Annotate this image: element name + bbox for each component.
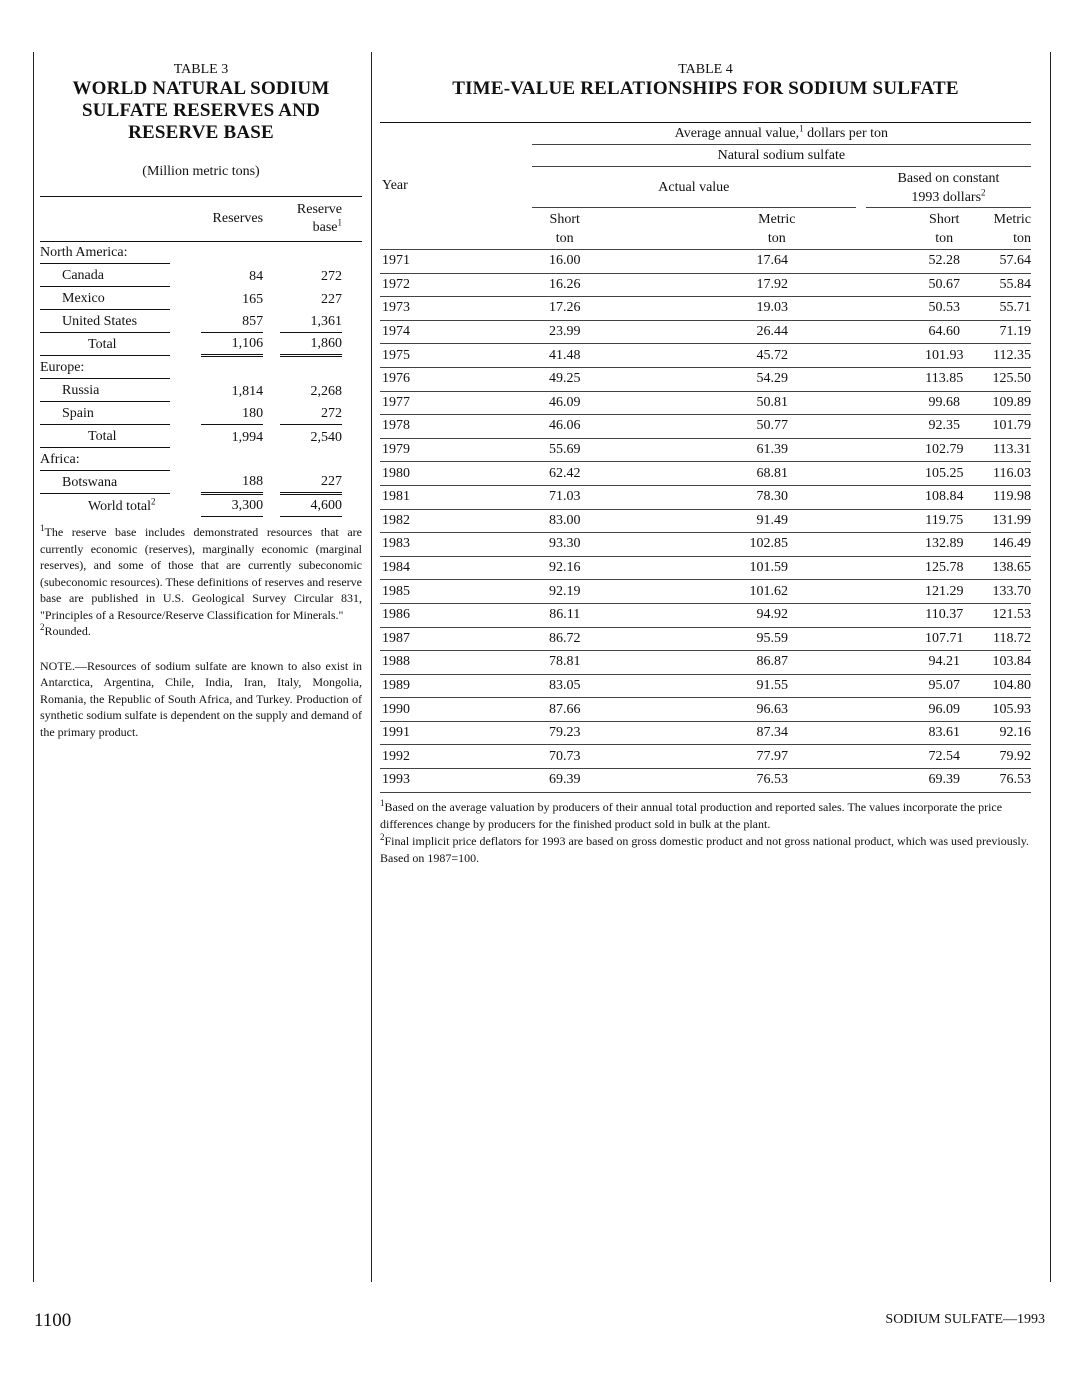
actual-metric-cell: 101.59 [598, 556, 866, 580]
table4-section [380, 62, 1031, 867]
constant-metric-cell: 104.80 [993, 674, 1032, 698]
actual-short-cell: 17.26 [532, 297, 598, 321]
actual-short-cell: 71.03 [532, 485, 598, 509]
year-cell: 1992 [380, 745, 532, 769]
actual-short-cell: 23.99 [532, 320, 598, 344]
table4-header-actual: Actual value [532, 167, 866, 209]
constant-metric-cell: 92.16 [993, 721, 1032, 745]
table3-region-row [40, 449, 362, 472]
table4-header-constant: Based on constant 1993 dollars$^2$ [866, 167, 1031, 209]
year-cell: 1990 [380, 698, 532, 722]
constant-metric-cell: 71.19 [993, 320, 1032, 344]
actual-metric-cell: 50.77 [598, 415, 866, 439]
constant-short-cell: 132.89 [866, 533, 993, 557]
actual-short-cell: 69.39 [532, 769, 598, 793]
constant-short-cell: 121.29 [866, 580, 993, 604]
table3-total-row: Total 1,994 2,540 [40, 426, 362, 449]
footnote: $^2$Final implicit price deflators for 1993 are based on gross domestic product and not gross national product, which was used previously. Based on 1987=100. [380, 831, 1029, 865]
table4 [380, 123, 1031, 793]
table3-row: Russia 1,814 2,268 [40, 380, 362, 403]
actual-short-cell: 55.69 [532, 438, 598, 462]
table4-row [380, 651, 1031, 675]
actual-short-cell: 70.73 [532, 745, 598, 769]
table4-title: TIME-VALUE RELATIONSHIPS FOR SODIUM SULFATE [452, 78, 959, 99]
constant-short-cell: 50.53 [866, 297, 993, 321]
year-cell: 1985 [380, 580, 532, 604]
actual-metric-cell: 19.03 [598, 297, 866, 321]
table3-title-line: SULFATE RESERVES AND [81, 100, 321, 121]
year-cell: 1984 [380, 556, 532, 580]
constant-metric-cell: 121.53 [993, 603, 1032, 627]
table3-title [40, 78, 362, 144]
actual-metric-cell: 102.85 [598, 533, 866, 557]
table3-row: United States 857 1,361 [40, 311, 362, 334]
table4-row [380, 509, 1031, 533]
actual-short-cell: 46.06 [532, 415, 598, 439]
year-cell: 1975 [380, 344, 532, 368]
actual-short-cell: 92.19 [532, 580, 598, 604]
table3-col-reserve-base: Reserve base$^1$ [296, 202, 342, 235]
table3-world-total-row: World total$^2$ 3,300 4,600 [40, 495, 362, 518]
table4-row [380, 769, 1031, 793]
constant-metric-cell: 57.64 [993, 250, 1032, 274]
year-cell: 1993 [380, 769, 532, 793]
constant-short-cell: 69.39 [866, 769, 993, 793]
constant-metric-cell: 101.79 [993, 415, 1032, 439]
year-cell: 1988 [380, 651, 532, 675]
actual-short-cell: 16.00 [532, 250, 598, 274]
constant-short-cell: 108.84 [866, 485, 993, 509]
table3-region-row [40, 242, 362, 265]
year-cell: 1973 [380, 297, 532, 321]
constant-metric-cell: 125.50 [993, 367, 1032, 391]
actual-short-cell: 41.48 [532, 344, 598, 368]
constant-short-cell: 50.67 [866, 273, 993, 297]
year-cell: 1983 [380, 533, 532, 557]
actual-metric-cell: 61.39 [598, 438, 866, 462]
right-margin-rule [1050, 52, 1051, 1282]
actual-short-cell: 16.26 [532, 273, 598, 297]
column-divider-rule [371, 52, 372, 1282]
table4-row [380, 344, 1031, 368]
constant-short-cell: 92.35 [866, 415, 993, 439]
year-cell: 1981 [380, 485, 532, 509]
table4-label: TABLE 4 [678, 62, 733, 77]
actual-metric-cell: 101.62 [598, 580, 866, 604]
year-cell: 1989 [380, 674, 532, 698]
actual-metric-cell: 54.29 [598, 367, 866, 391]
running-title: SODIUM SULFATE—1993 [885, 1312, 1045, 1327]
constant-metric-cell: 79.92 [993, 745, 1032, 769]
table3-note: NOTE.—Resources of sodium sulfate are known to also exist in Antarctica, Argentina, Chile, India, Iran, Italy, Mongolia, Romania, the Republic of South Africa, and Turkey. Production of synthetic sodium sulfate is dependent on the supply and demand of the primary product. [40, 658, 362, 739]
actual-metric-cell: 68.81 [598, 462, 866, 486]
table3-label: TABLE 3 [173, 62, 229, 77]
table4-row [380, 367, 1031, 391]
actual-metric-cell: 94.92 [598, 603, 866, 627]
actual-short-cell: 92.16 [532, 556, 598, 580]
constant-metric-cell: 138.65 [993, 556, 1032, 580]
constant-short-cell: 110.37 [866, 603, 993, 627]
footnote: $^1$Based on the average valuation by producers of their annual total production and reported sales. The values incorporate the price differences change by producers for the finished product sold in bulk at the plant. [380, 797, 1003, 831]
constant-short-cell: 107.71 [866, 627, 993, 651]
constant-short-cell: 99.68 [866, 391, 993, 415]
table3-header-row [40, 197, 362, 241]
constant-metric-cell: 146.49 [993, 533, 1032, 557]
footnote: $^1$The reserve base includes demonstrated resources that are currently economic (reserves), marginally economic (marginal reserves), and some of those that are currently subeconomic (subeconomic resources). These definitions of reserves and reserve base are published in U.S. Geological Survey Circular 831, "Principles of a Resource/Reserve Classification for Minerals." [40, 523, 362, 622]
constant-short-cell: 102.79 [866, 438, 993, 462]
actual-short-cell: 93.30 [532, 533, 598, 557]
constant-metric-cell: 118.72 [993, 627, 1032, 651]
year-cell: 1972 [380, 273, 532, 297]
table3-row: Canada 84 272 [40, 265, 362, 288]
actual-short-cell: 49.25 [532, 367, 598, 391]
table4-row [380, 603, 1031, 627]
table4-row [380, 297, 1031, 321]
table4-row [380, 745, 1031, 769]
constant-metric-cell: 55.71 [993, 297, 1032, 321]
constant-metric-cell: 55.84 [993, 273, 1032, 297]
constant-short-cell: 125.78 [866, 556, 993, 580]
table4-row [380, 250, 1031, 274]
table4-footnotes [380, 799, 1031, 867]
actual-metric-cell: 17.64 [598, 250, 866, 274]
actual-metric-cell: 76.53 [598, 769, 866, 793]
year-cell: 1980 [380, 462, 532, 486]
year-cell: 1978 [380, 415, 532, 439]
table4-row [380, 698, 1031, 722]
year-cell: 1976 [380, 367, 532, 391]
table4-row [380, 462, 1031, 486]
actual-metric-cell: 78.30 [598, 485, 866, 509]
constant-metric-cell: 119.98 [993, 485, 1032, 509]
constant-short-cell: 52.28 [866, 250, 993, 274]
constant-short-cell: 83.61 [866, 721, 993, 745]
table4-row [380, 320, 1031, 344]
table3-unit: (Million metric tons) [142, 164, 260, 179]
actual-short-cell: 86.11 [532, 603, 598, 627]
constant-metric-cell: 112.35 [993, 344, 1032, 368]
table4-row [380, 273, 1031, 297]
actual-short-cell: 46.09 [532, 391, 598, 415]
actual-short-cell: 83.00 [532, 509, 598, 533]
region-label: Europe: [40, 358, 170, 379]
year-cell: 1987 [380, 627, 532, 651]
actual-metric-cell: 91.55 [598, 674, 866, 698]
table4-col-constant-short: Short ton [866, 209, 993, 250]
actual-short-cell: 79.23 [532, 721, 598, 745]
table4-col-year: Year [380, 123, 532, 250]
table4-row [380, 391, 1031, 415]
footnote: $^2$Rounded. [40, 622, 91, 638]
table4-header-avg-value: Average annual value,$^1$ dollars per ton [532, 123, 1031, 145]
actual-short-cell: 62.42 [532, 462, 598, 486]
actual-metric-cell: 95.59 [598, 627, 866, 651]
table4-col-actual-metric: Metric ton [598, 209, 866, 250]
table3-footnotes [40, 524, 362, 640]
table4-row [380, 533, 1031, 557]
constant-short-cell: 119.75 [866, 509, 993, 533]
year-cell: 1991 [380, 721, 532, 745]
table3-region-row [40, 357, 362, 380]
table3 [40, 197, 362, 518]
actual-metric-cell: 45.72 [598, 344, 866, 368]
constant-metric-cell: 131.99 [993, 509, 1032, 533]
year-cell: 1982 [380, 509, 532, 533]
table3-col-reserves: Reserves [212, 211, 264, 226]
table3-total-row: Total 1,106 1,860 [40, 334, 362, 357]
table4-header-natural: Natural sodium sulfate [532, 145, 1031, 167]
constant-metric-cell: 109.89 [993, 391, 1032, 415]
year-cell: 1974 [380, 320, 532, 344]
table4-row [380, 556, 1031, 580]
constant-short-cell: 94.21 [866, 651, 993, 675]
year-cell: 1977 [380, 391, 532, 415]
table4-col-constant-metric: Metric ton [993, 209, 1032, 250]
actual-metric-cell: 26.44 [598, 320, 866, 344]
actual-metric-cell: 91.49 [598, 509, 866, 533]
table3-row: Botswana 188 227 [40, 472, 362, 495]
actual-short-cell: 87.66 [532, 698, 598, 722]
region-label: Africa: [40, 450, 170, 471]
left-margin-rule [33, 52, 34, 1282]
actual-metric-cell: 86.87 [598, 651, 866, 675]
table4-body [380, 250, 1031, 793]
constant-metric-cell: 116.03 [993, 462, 1032, 486]
constant-metric-cell: 133.70 [993, 580, 1032, 604]
table4-row [380, 415, 1031, 439]
year-cell: 1979 [380, 438, 532, 462]
constant-metric-cell: 105.93 [993, 698, 1032, 722]
table3-title-line: WORLD NATURAL SODIUM [72, 78, 330, 99]
actual-short-cell: 83.05 [532, 674, 598, 698]
actual-metric-cell: 87.34 [598, 721, 866, 745]
year-cell: 1971 [380, 250, 532, 274]
constant-short-cell: 64.60 [866, 320, 993, 344]
table4-row [380, 674, 1031, 698]
constant-short-cell: 101.93 [866, 344, 993, 368]
table4-row [380, 627, 1031, 651]
table4-row [380, 721, 1031, 745]
actual-metric-cell: 77.97 [598, 745, 866, 769]
constant-short-cell: 113.85 [866, 367, 993, 391]
table4-row [380, 580, 1031, 604]
region-label: North America: [40, 243, 170, 264]
table3-row: Spain 180 272 [40, 403, 362, 426]
table3-title-line: RESERVE BASE [128, 122, 274, 143]
actual-short-cell: 78.81 [532, 651, 598, 675]
constant-metric-cell: 103.84 [993, 651, 1032, 675]
table3-row: Mexico 165 227 [40, 288, 362, 311]
table4-row [380, 438, 1031, 462]
actual-short-cell: 86.72 [532, 627, 598, 651]
table3-section [40, 62, 362, 740]
year-cell: 1986 [380, 603, 532, 627]
actual-metric-cell: 17.92 [598, 273, 866, 297]
constant-metric-cell: 76.53 [993, 769, 1032, 793]
constant-short-cell: 95.07 [866, 674, 993, 698]
page-number: 1100 [34, 1310, 72, 1331]
constant-short-cell: 96.09 [866, 698, 993, 722]
actual-metric-cell: 96.63 [598, 698, 866, 722]
actual-metric-cell: 50.81 [598, 391, 866, 415]
table4-row [380, 485, 1031, 509]
constant-metric-cell: 113.31 [993, 438, 1032, 462]
constant-short-cell: 72.54 [866, 745, 993, 769]
table4-col-actual-short: Short ton [532, 209, 598, 250]
constant-short-cell: 105.25 [866, 462, 993, 486]
